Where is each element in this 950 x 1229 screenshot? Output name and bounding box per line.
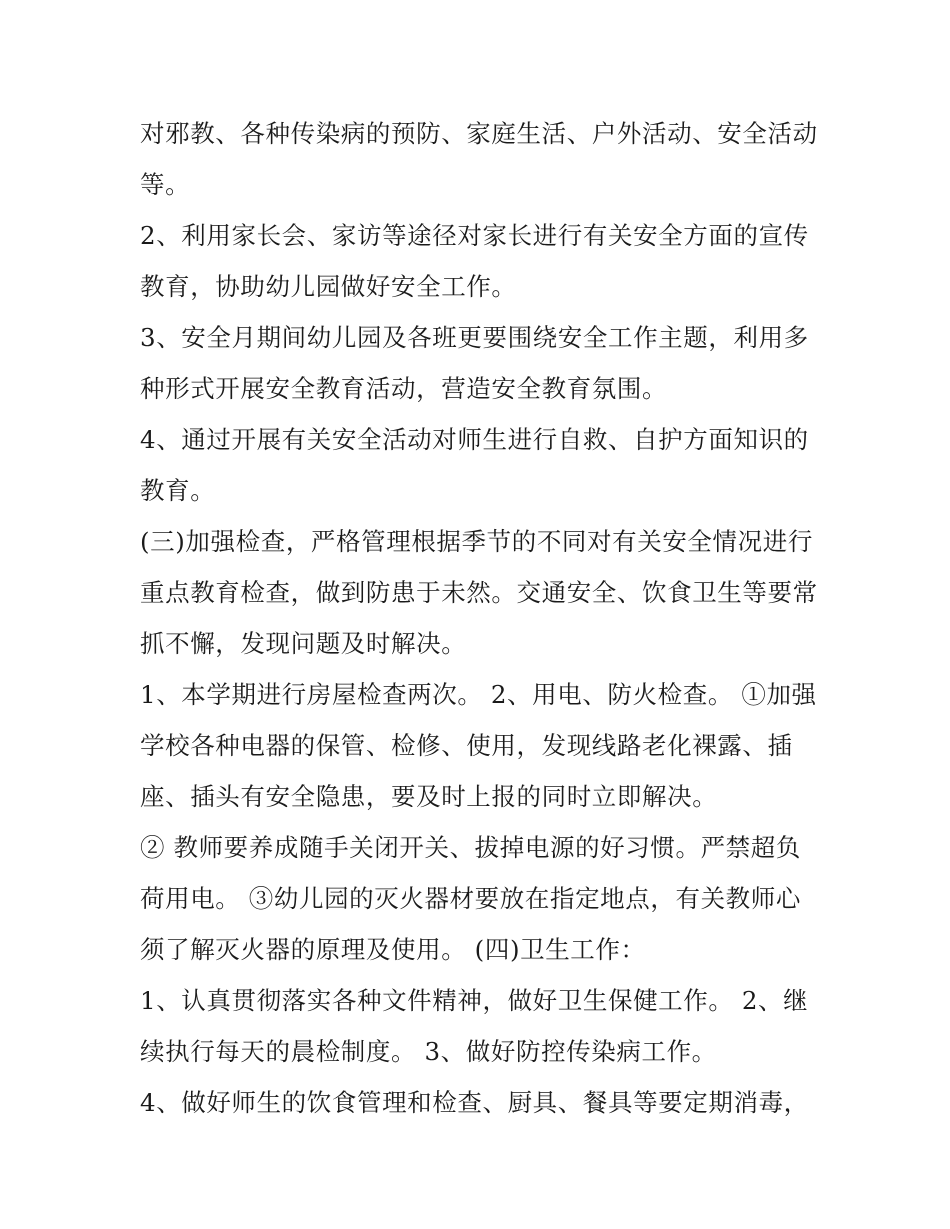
text-line: 座、插头有安全隐患，要及时上报的同时立即解决。 bbox=[140, 782, 718, 811]
text-line: 4、做好师生的饮食管理和检查、厨具、餐具等要定期消毒， bbox=[140, 1088, 809, 1117]
text-line: (三)加强检查，严格管理根据季节的不同对有关安全情况进行 bbox=[140, 527, 813, 556]
text-line: ② 教师要养成随手关闭开关、拔掉电源的好习惯。严禁超负 bbox=[140, 833, 801, 862]
text-line: 2、利用家长会、家访等途径对家长进行有关安全方面的宣传 bbox=[140, 221, 809, 250]
text-line: 续执行每天的晨检制度。 3、做好防控传染病工作。 bbox=[140, 1037, 717, 1066]
text-line: 等。 bbox=[140, 170, 191, 199]
body-text bbox=[140, 108, 820, 1128]
text-line: 抓不懈，发现问题及时解决。 bbox=[140, 629, 467, 658]
text-line: 教育。 bbox=[140, 476, 216, 505]
text-line: 对邪教、各种传染病的预防、家庭生活、户外活动、安全活动 bbox=[140, 119, 818, 148]
text-line: 荷用电。 ③幼儿园的灭火器材要放在指定地点，有关教师心 bbox=[140, 884, 801, 913]
text-line: 1、认真贯彻落实各种文件精神，做好卫生保健工作。 2、继 bbox=[140, 986, 809, 1015]
text-line: 种形式开展安全教育活动，营造安全教育氛围。 bbox=[140, 374, 668, 403]
text-line: 须了解灭火器的原理及使用。 (四)卫生工作： bbox=[140, 935, 646, 964]
text-line: 3、安全月期间幼儿园及各班更要围绕安全工作主题，利用多 bbox=[140, 323, 809, 352]
text-line: 重点教育检查，做到防患于未然。交通安全、饮食卫生等要常 bbox=[140, 578, 818, 607]
text-line: 教育，协助幼儿园做好安全工作。 bbox=[140, 272, 517, 301]
text-line: 1、本学期进行房屋检查两次。 2、用电、防火检查。 ①加强 bbox=[140, 680, 817, 709]
text-line: 4、通过开展有关安全活动对师生进行自救、自护方面知识的 bbox=[140, 425, 809, 454]
text-line: 学校各种电器的保管、检修、使用，发现线路老化裸露、插 bbox=[140, 731, 793, 760]
